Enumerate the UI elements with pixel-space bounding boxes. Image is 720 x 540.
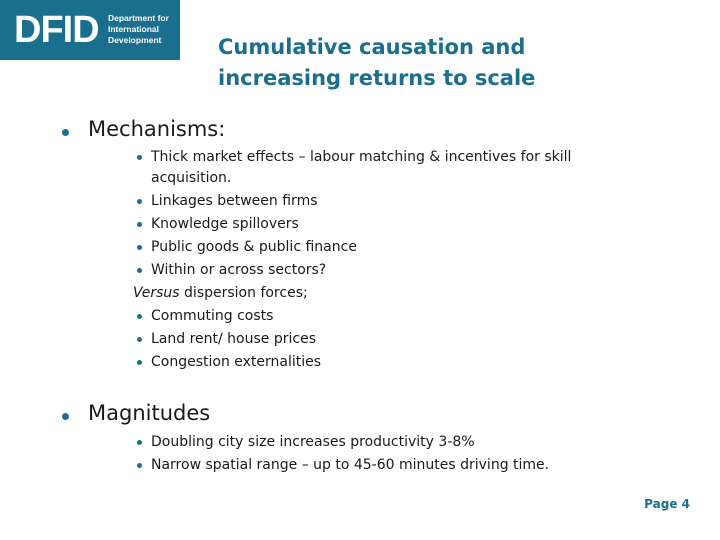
bullet-icon (137, 245, 142, 250)
logo-line-2: International (108, 24, 160, 34)
bullet-icon (137, 155, 142, 160)
mechanism-item: Linkages between firms (151, 193, 318, 209)
logo-mark: DFID (14, 9, 99, 51)
mechanisms-heading: Mechanisms: (88, 117, 226, 141)
logo-line-1: Department for (108, 13, 169, 23)
bullet-icon (137, 268, 142, 273)
bullet-icon (62, 413, 69, 420)
versus-line (133, 282, 308, 305)
bullet-icon (137, 222, 142, 227)
mechanism-item: Within or across sectors? (151, 262, 327, 278)
magnitudes-heading: Magnitudes (88, 401, 211, 425)
magnitude-item: Doubling city size increases productivity 3-8% (151, 434, 475, 450)
versus-emphasis: Versus (133, 285, 180, 301)
magnitude-item: Narrow spatial range – up to 45-60 minutes driving time. (151, 457, 550, 473)
bullet-icon (62, 129, 69, 136)
dispersion-item: Congestion externalities (151, 354, 322, 370)
mechanism-item: Knowledge spillovers (151, 216, 299, 232)
mechanism-item-continuation: acquisition. (151, 170, 232, 186)
dispersion-item: Commuting costs (151, 308, 274, 324)
mechanism-item: Public goods & public finance (151, 239, 357, 255)
page-number: Page 4 (644, 497, 690, 511)
mechanism-item: Thick market effects – labour matching & incentives for skill (151, 149, 572, 165)
bullet-icon (137, 314, 142, 319)
bullet-icon (137, 440, 142, 445)
bullet-icon (137, 199, 142, 204)
versus-rest: dispersion forces; (179, 285, 308, 301)
slide-title-line-2: increasing returns to scale (218, 66, 536, 90)
dfid-logo (0, 0, 180, 60)
bullet-icon (137, 360, 142, 365)
dispersion-item: Land rent/ house prices (151, 331, 316, 347)
logo-subtitle (108, 13, 178, 46)
bullet-icon (137, 337, 142, 342)
slide-title (218, 32, 688, 94)
logo-line-3: Development (108, 35, 162, 45)
bullet-icon (137, 463, 142, 468)
slide-title-line-1: Cumulative causation and (218, 35, 526, 59)
